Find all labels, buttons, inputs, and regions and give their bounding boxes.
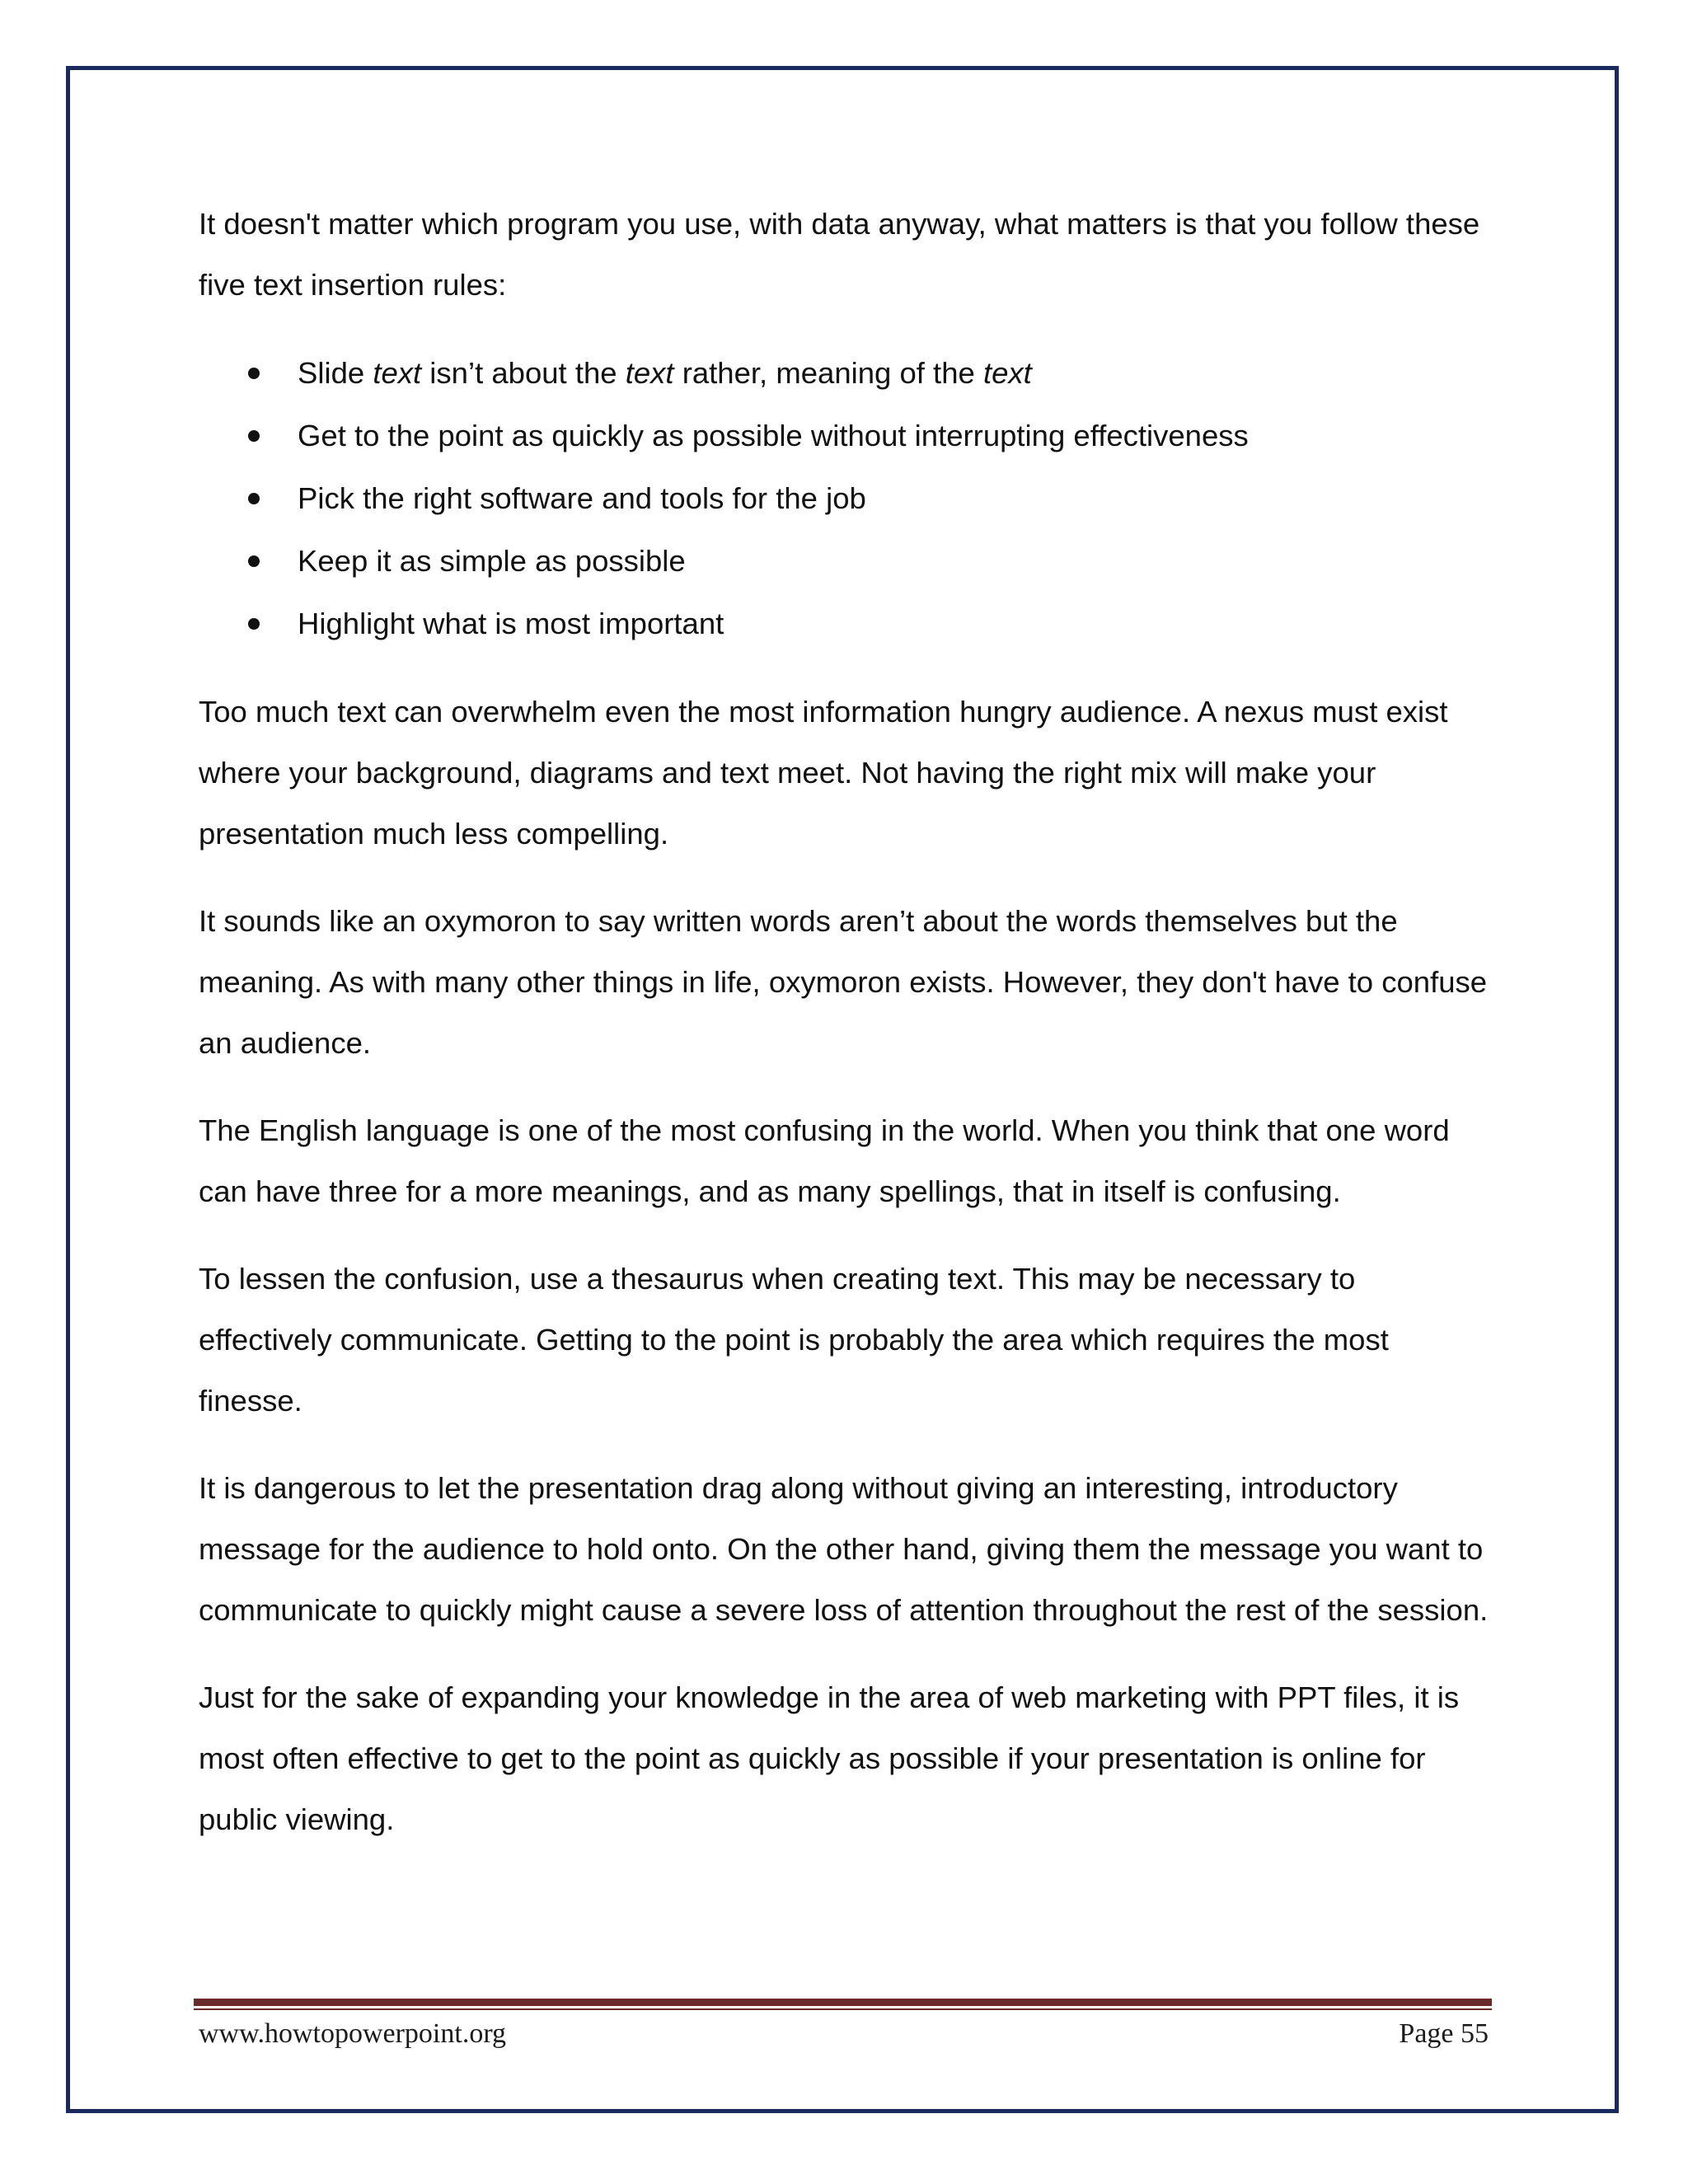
page-footer — [199, 2011, 1489, 2057]
intro-paragraph: It doesn't matter which program you use, with data anyway, what matters is that you follow these five text insertion rules: — [199, 207, 1480, 302]
footer-divider — [194, 1999, 1492, 2006]
bullet-icon — [248, 555, 260, 567]
rule-text: Get to the point as quickly as possible without interrupting effectiveness — [298, 419, 1249, 452]
rule-text-part: Slide — [298, 356, 373, 390]
rule-text-part: rather, meaning of the — [673, 356, 983, 390]
rule-text: Keep it as simple as possible — [298, 544, 686, 578]
bullet-icon — [248, 493, 260, 504]
bullet-icon — [248, 618, 260, 630]
list-item — [199, 593, 1493, 655]
footer-divider-thin — [194, 2008, 1492, 2010]
footer-website-link[interactable]: www.howtopowerpoint.org — [199, 2018, 507, 2049]
body-paragraph: To lessen the confusion, use a thesaurus when creating text. This may be necessary to effectively communicate. Getting to the point is probably the area which requires the most finesse. — [199, 1262, 1389, 1418]
page-number: Page 55 — [1399, 2018, 1489, 2049]
bullet-icon — [248, 430, 260, 442]
rule-text-emphasis: text — [373, 356, 422, 390]
rules-list — [199, 342, 1493, 655]
list-item — [199, 342, 1493, 405]
rule-text-emphasis: text — [982, 356, 1032, 390]
body-paragraph: The English language is one of the most confusing in the world. When you think that one word can have three for a more meanings, and as many spellings, that in itself is confusing. — [199, 1113, 1450, 1208]
rule-text: Pick the right software and tools for the job — [298, 481, 866, 515]
bullet-icon — [248, 368, 260, 379]
body-paragraph: Just for the sake of expanding your knowledge in the area of web marketing with PPT files, it is most often effective to get to the point as quickly as possible if your presentation is online for public viewing. — [199, 1680, 1460, 1836]
rule-text-emphasis: text — [625, 356, 674, 390]
rule-text-part: isn’t about the — [421, 356, 626, 390]
list-item — [199, 467, 1493, 530]
list-item — [199, 530, 1493, 593]
list-item — [199, 405, 1493, 467]
body-paragraph: It sounds like an oxymoron to say written words aren’t about the words themselves but the meaning. As with many other things in life, oxymoron exists. However, they don't have to confuse an audience. — [199, 904, 1488, 1060]
body-paragraph: Too much text can overwhelm even the most information hungry audience. A nexus must exist where your background, diagrams and text meet. Not having the right mix will make your presentation much less compelling. — [199, 695, 1448, 851]
body-paragraph: It is dangerous to let the presentation drag along without giving an interesting, introductory message for the audience to hold onto. On the other hand, giving them the message you want to communicate to quickly might cause a severe loss of attention throughout the rest of the session. — [199, 1471, 1489, 1627]
rule-text: Highlight what is most important — [298, 607, 724, 640]
document-body — [199, 194, 1493, 1877]
